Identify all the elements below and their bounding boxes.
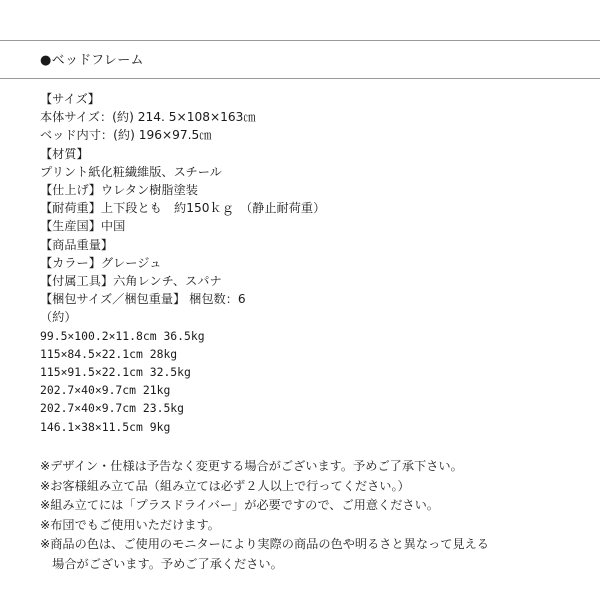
package-line: 115×84.5×22.1cm 28kg	[40, 346, 178, 361]
section-title: ●ベッドフレーム	[40, 53, 144, 68]
note-color-disclaimer-cont: 場合がございます。予めご了承ください。	[40, 556, 283, 571]
spec-finish: 【仕上げ】ウレタン樹脂塗装	[40, 183, 198, 198]
spec-body-size: 本体サイズ：(約) 214. 5×108×163㎝	[40, 110, 256, 125]
notes-block	[40, 457, 585, 575]
note-design-change: ※デザイン・仕様は予告なく変更する場合がございます。予めご了承下さい。	[40, 459, 463, 473]
spec-package-heading: 【梱包サイズ／梱包重量】 梱包数：6	[40, 292, 246, 307]
spec-inner-size: ベッド内寸：(約) 196×97.5㎝	[40, 128, 212, 143]
package-line: 146.1×38×11.5cm 9kg	[40, 419, 171, 434]
package-line: 99.5×100.2×11.8cm 36.5kg	[40, 328, 205, 343]
spec-heading-weight: 【商品重量】	[40, 237, 114, 252]
spec-tools: 【付属工具】六角レンチ、スパナ	[40, 274, 222, 289]
spec-color: 【カラー】グレージュ	[40, 255, 162, 270]
spec-heading-material: 【材質】	[40, 146, 89, 161]
spec-material: プリント紙化粧繊維版、スチール	[40, 164, 222, 179]
spec-block	[40, 90, 580, 436]
spec-heading-size: 【サイズ】	[40, 92, 100, 106]
note-tools-required: ※組み立てには「プラスドライバー」が必要ですので、ご用意ください。	[40, 498, 439, 513]
note-color-disclaimer: ※商品の色は、ご使用のモニターにより実際の商品の色や明るさと異なって見える	[40, 537, 489, 552]
spec-origin: 【生産国】中国	[40, 219, 126, 234]
top-divider	[0, 40, 600, 41]
spec-approx: （約）	[40, 310, 77, 325]
section-divider	[0, 78, 600, 79]
package-line: 115×91.5×22.1cm 32.5kg	[40, 365, 191, 380]
package-line: 202.7×40×9.7cm 23.5kg	[40, 401, 185, 416]
note-assembly: ※お客様組み立て品（組み立ては必ず２人以上で行ってください。）	[40, 478, 410, 493]
note-futon: ※布団でもご使用いただけます。	[40, 517, 220, 532]
package-line: 202.7×40×9.7cm 21kg	[40, 383, 171, 398]
spec-load-capacity: 【耐荷重】上下段とも 約150ｋｇ （静止耐荷重）	[40, 201, 326, 216]
